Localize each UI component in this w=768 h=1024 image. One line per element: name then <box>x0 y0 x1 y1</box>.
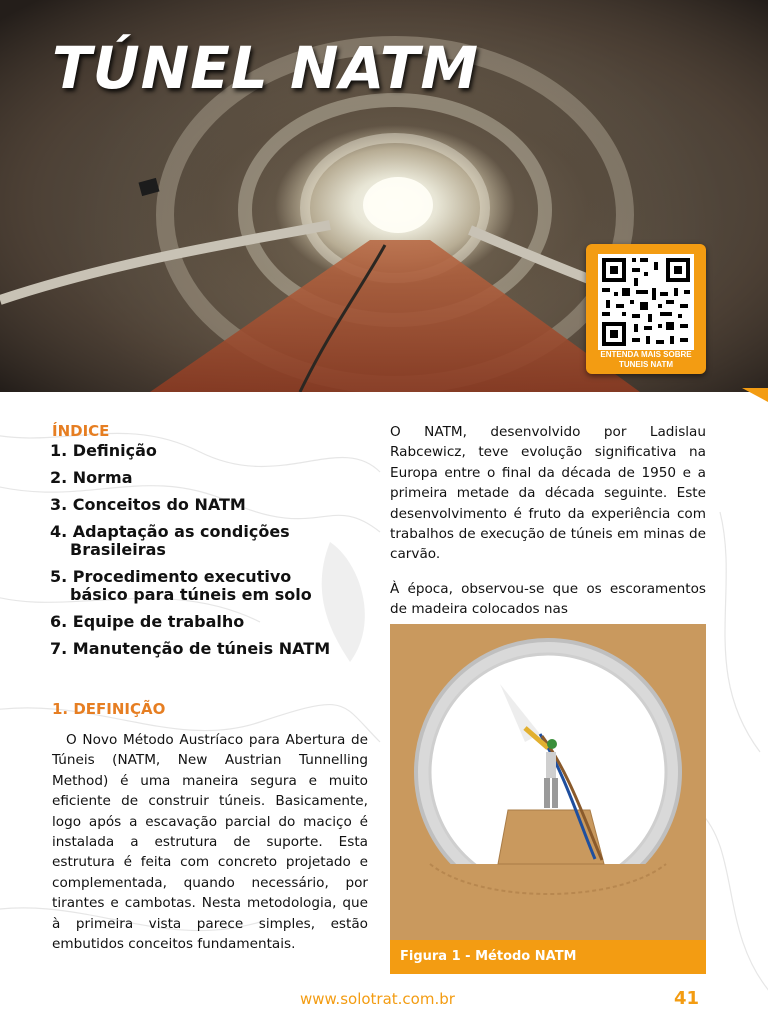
index-item-label: 7. Manutenção de túneis NATM <box>50 639 331 658</box>
qr-code-icon[interactable] <box>598 254 694 350</box>
index-item[interactable] <box>50 442 350 460</box>
footer-url-link[interactable]: www.solotrat.com.br <box>300 990 455 1008</box>
section-title: 1. DEFINIÇÃO <box>52 700 166 718</box>
qr-code-card[interactable] <box>586 244 706 374</box>
index-item-label: 1. Definição <box>50 441 157 460</box>
figure-natm <box>390 624 706 974</box>
index-item[interactable] <box>50 613 350 631</box>
section-body <box>52 730 368 954</box>
right-column-text <box>390 422 706 620</box>
index-title: ÍNDICE <box>52 422 110 440</box>
qr-caption: ENTENDA MAIS SOBRE TUNEIS NATM <box>600 350 692 369</box>
figure-caption: Figura 1 - Método NATM <box>400 949 577 964</box>
page-title: TÚNEL NATM <box>52 34 480 102</box>
index-item-label: 5. Procedimento executivo <box>50 567 292 586</box>
paragraph: O Novo Método Austríaco para Abertura de Túneis (NATM, New Austrian Tunnelling Method) é uma maneira segura e muito eficiente de construir túneis. Basicamente, logo após a escavação parcial do maciço é instalada a estrutura de suporte. Esta estrutura é feita com concreto projetado e complementada, quando necessário, por tirantes e cambotas. Nesta metodologia, que à primeira vista parece simples, estão embutidos conceitos fundamentais. <box>52 732 368 953</box>
index-item-label: 2. Norma <box>50 468 133 487</box>
natm-illustration <box>390 624 706 940</box>
page-number: 41 <box>674 988 700 1009</box>
index-item[interactable] <box>50 469 350 487</box>
figure-caption-bar <box>390 940 706 974</box>
index-item-label: 6. Equipe de trabalho <box>50 612 245 631</box>
index-item[interactable] <box>50 640 350 658</box>
index-item-label-cont: básico para túneis em solo <box>70 585 312 604</box>
paragraph: À época, observou-se que os escoramentos de madeira colocados nas <box>390 580 706 618</box>
index-item-label: 3. Conceitos do NATM <box>50 495 246 514</box>
index-item[interactable] <box>50 523 350 559</box>
hero-photo <box>0 0 768 392</box>
index-list <box>50 442 350 667</box>
index-item-label: 4. Adaptação as condições <box>50 522 290 541</box>
index-item-label-cont: Brasileiras <box>70 540 166 559</box>
paragraph: O NATM, desenvolvido por Ladislau Rabcewicz, teve evolução significativa na Europa entre o final da década de 1950 e a primeira metade da década seguinte. Este desenvolvimento é fruto da experiência com trabalhos de execução de túneis em minas de carvão. <box>390 424 706 563</box>
index-item[interactable] <box>50 496 350 514</box>
index-item[interactable] <box>50 568 350 604</box>
